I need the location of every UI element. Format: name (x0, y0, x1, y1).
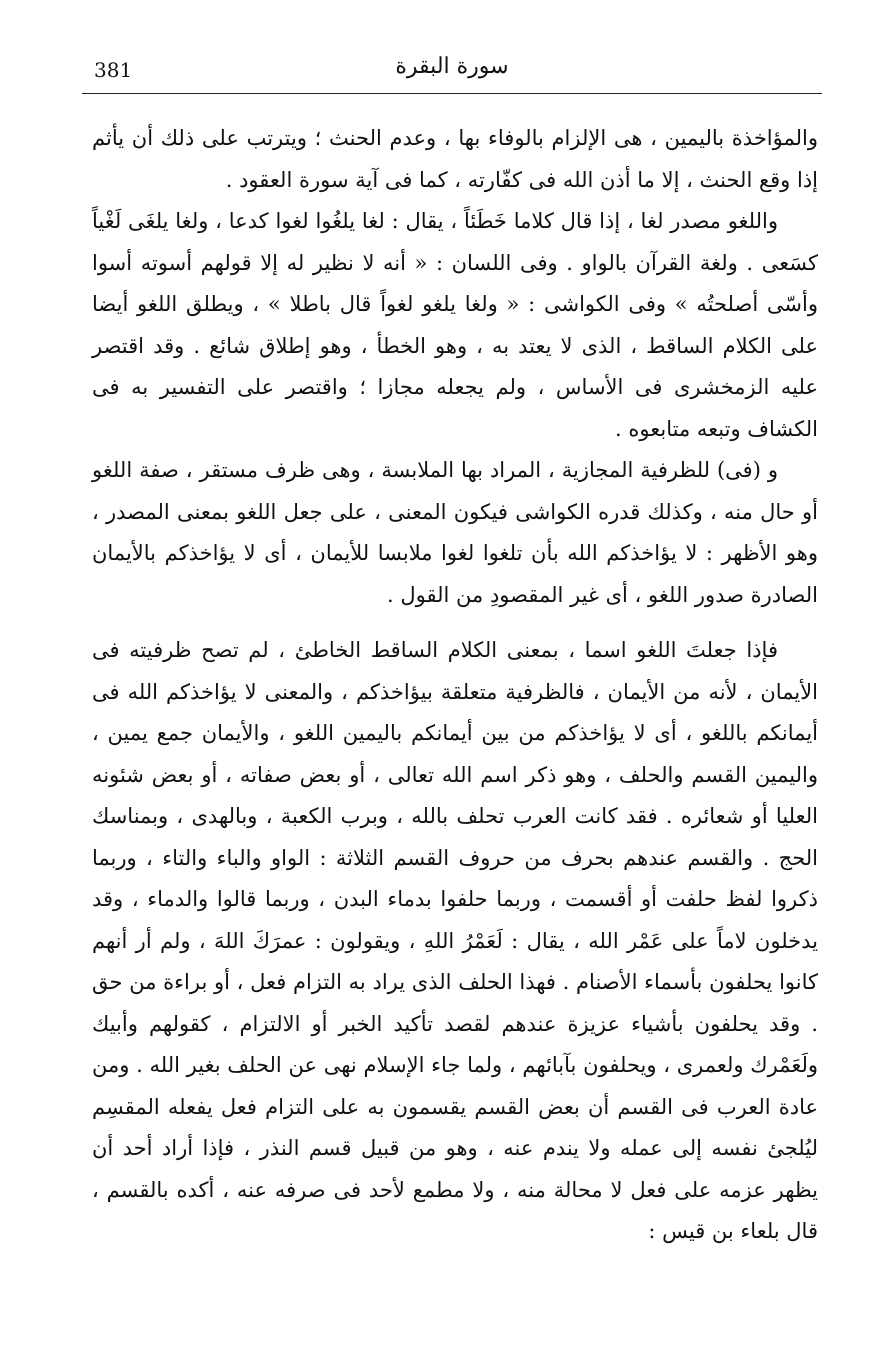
body-text (92, 118, 818, 1253)
page-number: 381 (94, 58, 133, 82)
paragraph-fi-preposition: و (فى) للظرفية المجازية ، المراد بها الملابسة ، وهى ظرف مستقر ، صفة اللغو أو حال منه ، وكذلك قدره الكواشى فيكون المعنى ، على جعل اللغو بمعنى المصدر ، وهو الأظهر : لا يؤاخذكم الله بأن تلغوا لغوا ملابسا للأيمان ، أى لا يؤاخذكم بالأيمان الصادرة صدور اللغو ، أى غير المقصودِ من القول . (92, 458, 818, 607)
paragraph-oath-liability: والمؤاخذة باليمين ، هى الإلزام بالوفاء بها ، وعدم الحنث ؛ ويترتب على ذلك أن يأثم إذا وقع الحنث ، إلا ما أذن الله فى كفّارته ، كما فى آية سورة العقود . (92, 126, 818, 192)
header-divider (82, 93, 822, 94)
paragraph-oath-customs: فإذا جعلتَ اللغو اسما ، بمعنى الكلام الساقط الخاطئ ، لم تصح ظرفيته فى الأيمان ، لأنه من الأيمان ، فالظرفية متعلقة بيؤاخذكم ، والمعنى لا يؤاخذكم الله فى أيمانكم باللغو ، أى لا يؤاخذكم من بين أيمانكم باليمين اللغو ، والأيمان جمع يمين ، واليمين القسم والحلف ، وهو ذكر اسم الله تعالى ، أو بعض صفاته ، أو بعض شئونه العليا أو شعائره . فقد كانت العرب تحلف بالله ، وبرب الكعبة ، وبالهدى ، وبمناسك الحج . والقسم عندهم بحرف من حروف القسم الثلاثة : الواو والباء والتاء ، وربما ذكروا لفظ حلفت أو أقسمت ، وربما حلفوا بدماء البدن ، وربما قالوا والدماء ، وقد يدخلون لاماً على عَمْر الله ، يقال : لَعَمْرُ اللهِ ، ويقولون : عمرَكَ اللهَ ، ولم أر أنهم كانوا يحلفون بأسماء الأصنام . فهذا الحلف الذى يراد به التزام فعل ، أو براءة من حق . وقد يحلفون بأشياء عزيزة عندهم لقصد تأكيد الخبر أو الالتزام ، كقولهم وأبيك ولَعَمْرك ولعمرى ، ويحلفون بآبائهم ، ولما جاء الإسلام نهى عن الحلف بغير الله . ومن عادة العرب فى القسم أن بعض القسم يقسمون به على التزام فعل يفعله المقسِم ليُلجئ نفسه إلى عمله ولا يندم عنه ، وهو من قبيل قسم النذر ، فإذا أراد أحد أن يظهر عزمه على فعل لا محالة منه ، ولا مطمع لأحد فى صرفه عنه ، أكده بالقسم ، قال بلعاء بن قيس : (92, 638, 818, 1243)
page-header (82, 50, 822, 94)
paragraph-laghw-definition: واللغو مصدر لغا ، إذا قال كلاما خَطَئاً ، يقال : لغا يلغُوا لغوا كدعا ، ولغا يلغَى لَغْياً كسَعى . ولغة القرآن بالواو . وفى اللسان : « أنه لا نظير له إلا قولهم أسوته أسوا وأسّى أصلحتُه » وفى الكواشى : « ولغا يلغو لغواً قال باطلا » ، ويطلق اللغو أيضا على الكلام الساقط ، الذى لا يعتد به ، وهو الخطأ ، وهو إطلاق شائع . وقد اقتصر عليه الزمخشرى فى الأساس ، ولم يجعله مجازا ؛ واقتصر على التفسير به فى الكشاف وتبعه متابعوه . (92, 209, 818, 441)
surah-title: سورة البقرة (395, 54, 509, 79)
